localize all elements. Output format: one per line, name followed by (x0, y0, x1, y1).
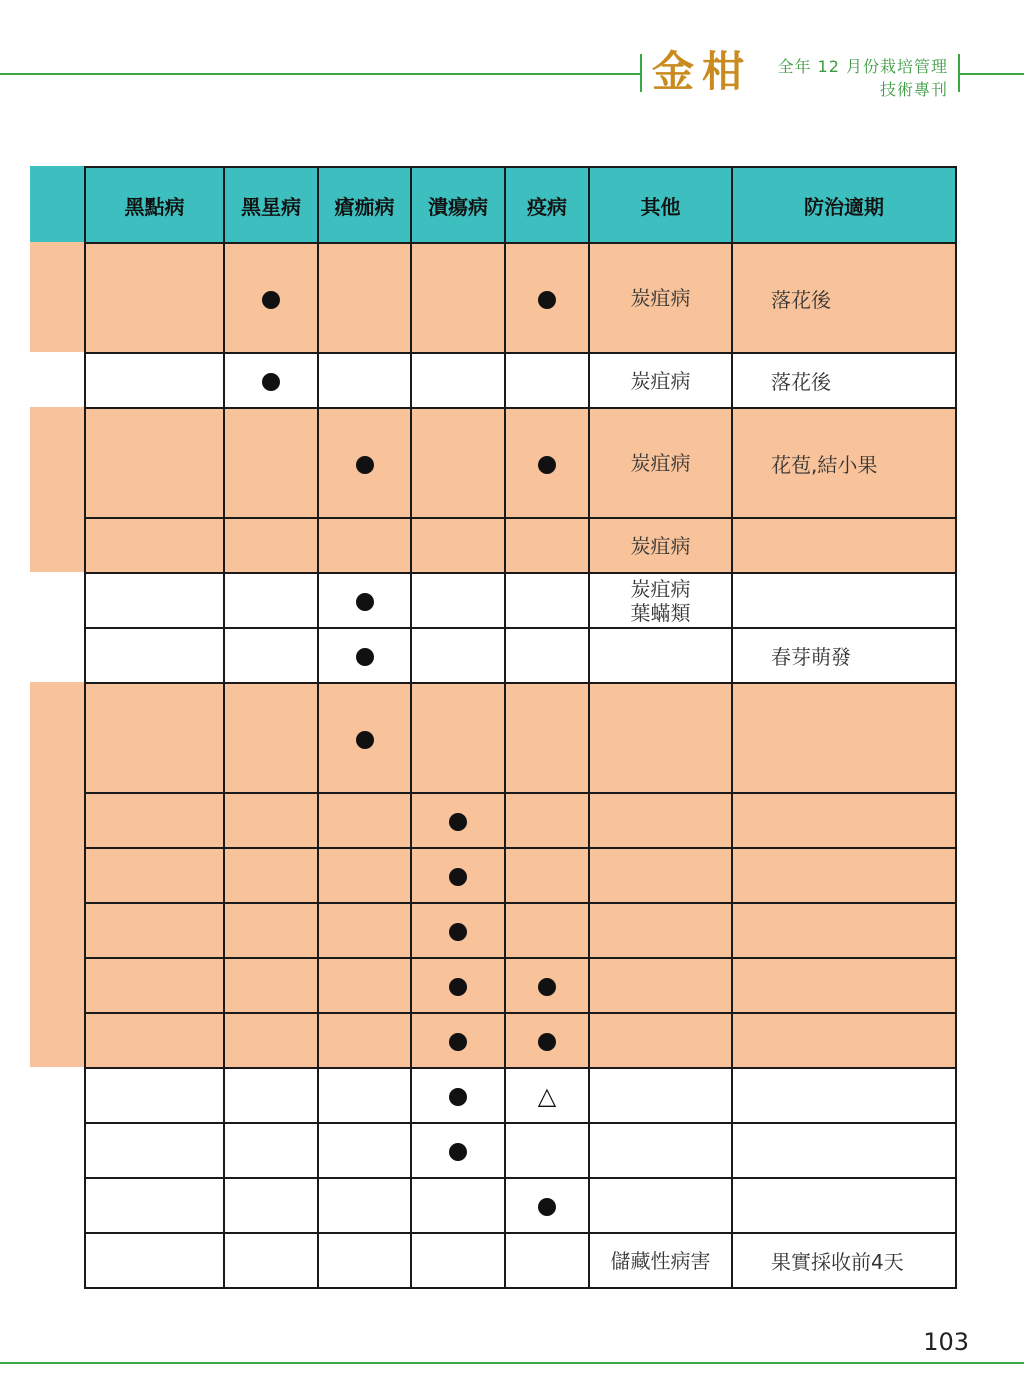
control-period-cell (732, 518, 956, 573)
mark-cell (224, 628, 318, 683)
mark-cell (85, 793, 224, 848)
mark-cell (411, 573, 505, 628)
mark-cell (411, 408, 505, 518)
table-row (85, 573, 956, 628)
band-shaded-segment (30, 517, 84, 572)
control-period-cell (732, 1013, 956, 1068)
mark-cell (85, 1233, 224, 1288)
header-rule-right (960, 73, 1024, 75)
mark-cell (224, 1233, 318, 1288)
mark-cell (224, 1178, 318, 1233)
mark-cell (411, 1013, 505, 1068)
table-row (85, 903, 956, 958)
other-cell (589, 1068, 732, 1123)
mark-cell (85, 408, 224, 518)
mark-cell (85, 683, 224, 793)
mark-cell (505, 1068, 589, 1123)
other-cell (589, 1178, 732, 1233)
filled-circle-icon (538, 291, 556, 309)
mark-cell (224, 903, 318, 958)
table-row (85, 793, 956, 848)
mark-cell (224, 1013, 318, 1068)
mark-cell (85, 518, 224, 573)
mark-cell (318, 573, 411, 628)
mark-cell (505, 1178, 589, 1233)
filled-circle-icon (262, 373, 280, 391)
control-period-cell: 春芽萌發 (732, 628, 956, 683)
mark-cell (505, 353, 589, 408)
mark-cell (411, 793, 505, 848)
table-body (85, 243, 956, 1288)
publication-subtitle-line2: 技術專刊 (879, 80, 948, 99)
band-shaded-segment (30, 1012, 84, 1067)
other-disease-text: 葉蟎類 (630, 600, 691, 625)
other-cell (589, 243, 732, 353)
mark-cell (505, 573, 589, 628)
mark-cell (85, 848, 224, 903)
mark-cell (411, 518, 505, 573)
mark-cell (318, 958, 411, 1013)
mark-cell (411, 958, 505, 1013)
mark-cell (85, 1178, 224, 1233)
disease-control-table (84, 166, 957, 1289)
filled-circle-icon (356, 648, 374, 666)
other-cell (589, 518, 732, 573)
control-period-cell: 果實採收前4天 (732, 1233, 956, 1288)
mark-cell (318, 518, 411, 573)
table-row (85, 683, 956, 793)
filled-circle-icon (262, 291, 280, 309)
mark-cell (505, 848, 589, 903)
other-disease-text: 炭疽病 (630, 451, 691, 475)
mark-cell (318, 243, 411, 353)
mark-cell (85, 243, 224, 353)
mark-cell (224, 573, 318, 628)
mark-cell (505, 1233, 589, 1288)
table-row (85, 518, 956, 573)
other-cell (589, 1123, 732, 1178)
other-cell (589, 408, 732, 518)
other-disease-text: 儲藏性病害 (610, 1248, 711, 1273)
column-header: 防治適期 (732, 167, 956, 243)
mark-cell (318, 353, 411, 408)
other-cell (589, 573, 732, 628)
mark-cell (318, 903, 411, 958)
band-shaded-segment (30, 792, 84, 847)
other-disease-text: 炭疽病 (630, 286, 691, 310)
mark-cell (224, 353, 318, 408)
page-number: 103 (923, 1328, 969, 1356)
control-period-cell (732, 683, 956, 793)
mark-cell (411, 903, 505, 958)
table-header-row (85, 167, 956, 243)
mark-cell (411, 1178, 505, 1233)
table-row (85, 628, 956, 683)
footer-rule (0, 1362, 1024, 1364)
other-cell (589, 848, 732, 903)
control-period-cell: 落花後 (732, 243, 956, 353)
mark-cell (505, 903, 589, 958)
table-row (85, 408, 956, 518)
header-rule-left (0, 73, 640, 75)
mark-cell (224, 848, 318, 903)
control-period-cell: 花苞,結小果 (732, 408, 956, 518)
table-row (85, 1233, 956, 1288)
band-shaded-segment (30, 407, 84, 517)
other-cell (589, 793, 732, 848)
filled-circle-icon (356, 456, 374, 474)
control-period-cell (732, 958, 956, 1013)
other-cell (589, 683, 732, 793)
mark-cell (411, 243, 505, 353)
table-row (85, 1013, 956, 1068)
other-cell (589, 1013, 732, 1068)
column-header: 潰瘍病 (411, 167, 505, 243)
control-period-cell (732, 793, 956, 848)
band-header-segment (30, 166, 84, 242)
filled-circle-icon (449, 1088, 467, 1106)
mark-cell (85, 958, 224, 1013)
filled-circle-icon (538, 1198, 556, 1216)
control-period-cell (732, 1068, 956, 1123)
filled-circle-icon (538, 456, 556, 474)
column-header: 其他 (589, 167, 732, 243)
mark-cell (505, 628, 589, 683)
other-cell (589, 903, 732, 958)
mark-cell (411, 1123, 505, 1178)
mark-cell (411, 683, 505, 793)
mark-cell (411, 1233, 505, 1288)
other-disease-text: 炭疽病 (630, 368, 691, 393)
mark-cell (224, 793, 318, 848)
mark-cell (318, 683, 411, 793)
control-period-cell: 落花後 (732, 353, 956, 408)
filled-circle-icon (449, 813, 467, 831)
other-cell (589, 1233, 732, 1288)
filled-circle-icon (538, 978, 556, 996)
band-shaded-segment (30, 902, 84, 957)
filled-circle-icon (449, 923, 467, 941)
filled-circle-icon (449, 868, 467, 886)
control-period-cell (732, 1178, 956, 1233)
mark-cell (505, 243, 589, 353)
mark-cell (505, 518, 589, 573)
mark-cell (318, 1233, 411, 1288)
mark-cell (505, 1123, 589, 1178)
mark-cell (318, 628, 411, 683)
filled-circle-icon (449, 1143, 467, 1161)
band-shaded-segment (30, 682, 84, 792)
mark-cell (85, 1123, 224, 1178)
band-shaded-segment (30, 242, 84, 352)
table-row (85, 353, 956, 408)
mark-cell (318, 848, 411, 903)
mark-cell (318, 1178, 411, 1233)
other-cell (589, 628, 732, 683)
triangle-icon: △ (537, 1082, 557, 1111)
mark-cell (318, 1068, 411, 1123)
table-row (85, 243, 956, 353)
mark-cell (224, 408, 318, 518)
filled-circle-icon (356, 731, 374, 749)
filled-circle-icon (449, 978, 467, 996)
mark-cell (85, 353, 224, 408)
other-cell (589, 958, 732, 1013)
mark-cell (85, 903, 224, 958)
other-cell (589, 353, 732, 408)
mark-cell (318, 793, 411, 848)
table-row (85, 848, 956, 903)
mark-cell (85, 1013, 224, 1068)
filled-circle-icon (356, 593, 374, 611)
band-shaded-segment (30, 957, 84, 1012)
mark-cell (224, 683, 318, 793)
publication-title: 金柑 (652, 47, 753, 96)
mark-cell (505, 793, 589, 848)
control-period-cell (732, 848, 956, 903)
mark-cell (224, 958, 318, 1013)
mark-cell (505, 408, 589, 518)
filled-circle-icon (538, 1033, 556, 1051)
mark-cell (224, 1123, 318, 1178)
column-header: 黑點病 (85, 167, 224, 243)
header-tick-left (640, 54, 642, 92)
table-row (85, 958, 956, 1013)
control-period-cell (732, 573, 956, 628)
table-row (85, 1068, 956, 1123)
control-period-cell (732, 903, 956, 958)
band-shaded-segment (30, 847, 84, 902)
mark-cell (411, 848, 505, 903)
mark-cell (411, 1068, 505, 1123)
mark-cell (411, 628, 505, 683)
mark-cell (318, 1013, 411, 1068)
table-row (85, 1178, 956, 1233)
column-header: 疫病 (505, 167, 589, 243)
mark-cell (318, 408, 411, 518)
mark-cell (505, 683, 589, 793)
mark-cell (224, 1068, 318, 1123)
mark-cell (505, 958, 589, 1013)
mark-cell (85, 628, 224, 683)
mark-cell (505, 1013, 589, 1068)
table-row (85, 1123, 956, 1178)
column-header: 黑星病 (224, 167, 318, 243)
column-header: 瘡痂病 (318, 167, 411, 243)
mark-cell (85, 1068, 224, 1123)
mark-cell (318, 1123, 411, 1178)
other-disease-text: 炭疽病 (630, 576, 691, 601)
publication-subtitle-line1: 全年 12 月份栽培管理 (777, 57, 948, 76)
mark-cell (411, 353, 505, 408)
control-period-cell (732, 1123, 956, 1178)
mark-cell (85, 573, 224, 628)
mark-cell (224, 243, 318, 353)
mark-cell (224, 518, 318, 573)
filled-circle-icon (449, 1033, 467, 1051)
other-disease-text: 炭疽病 (630, 533, 691, 558)
